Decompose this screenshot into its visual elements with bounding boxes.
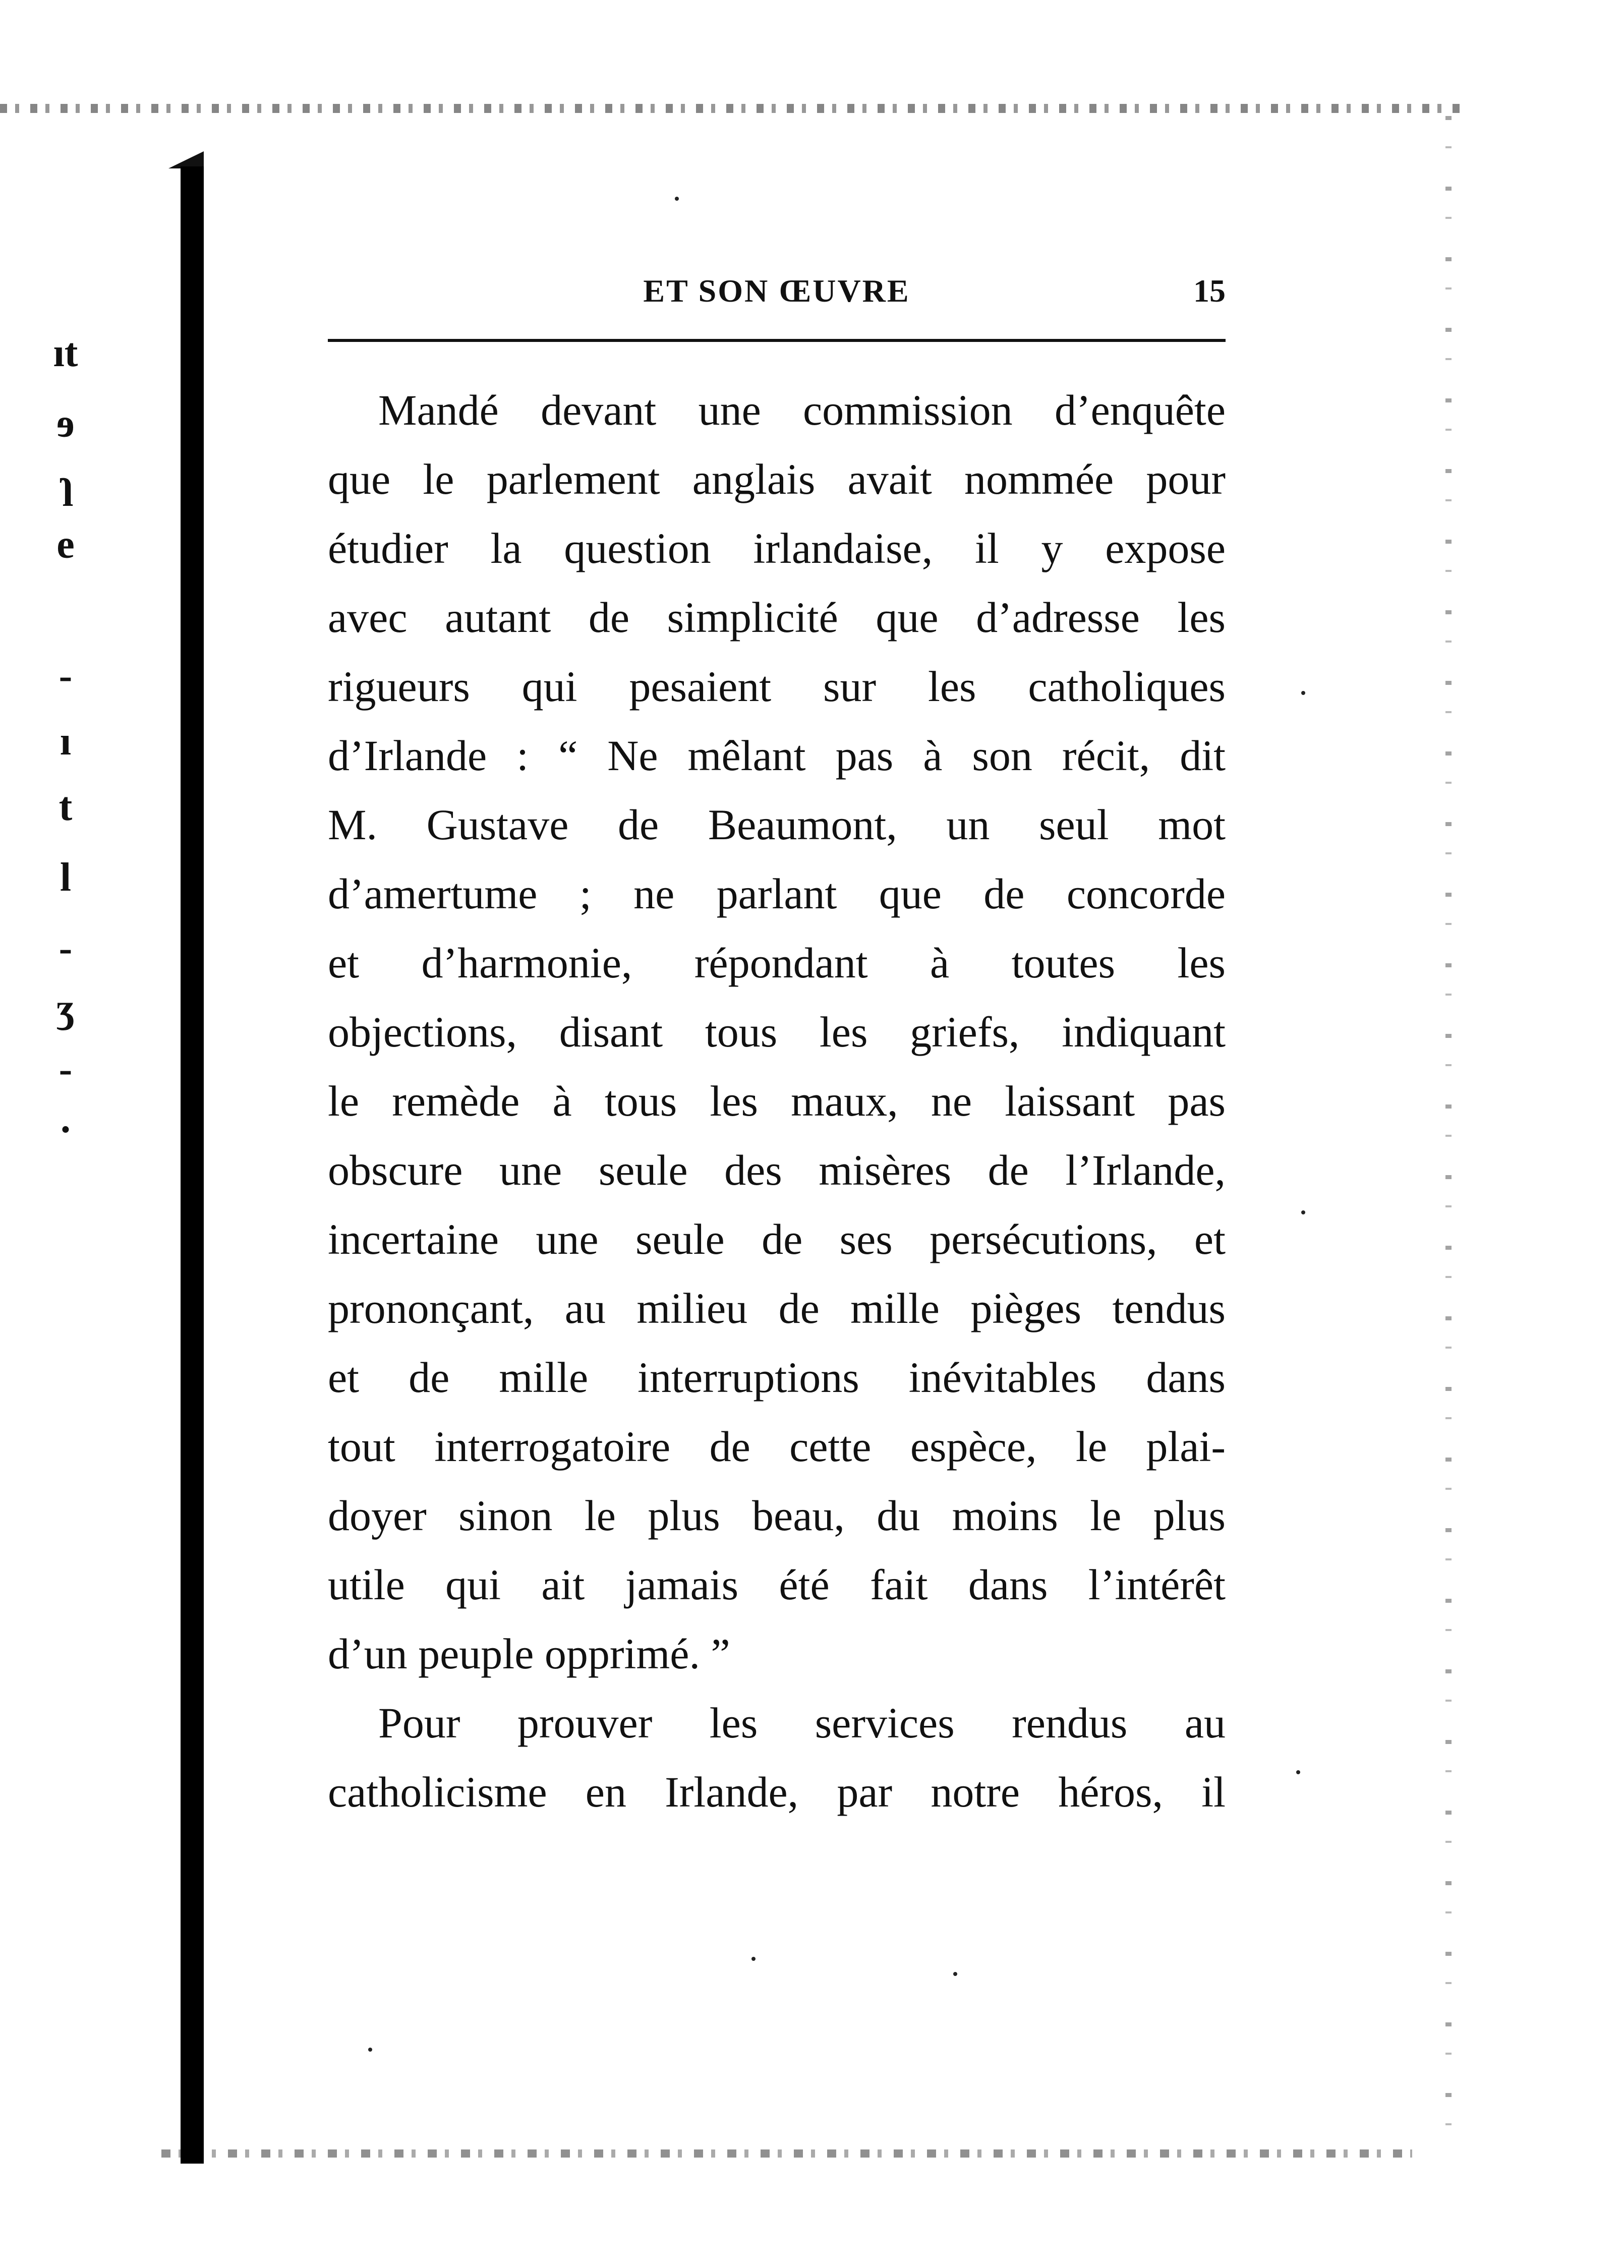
scan-speck [953,1972,957,1976]
text-line: objections, disant tous les griefs, indiquant [328,1008,1226,1056]
text-line: que le parlement anglais avait nommée pour [328,455,1226,503]
margin-glyph: ‐ [59,926,73,970]
scan-speck [675,197,679,201]
body-text [328,376,1226,1827]
margin-glyph: t [59,785,73,829]
margin-glyph: l [60,855,72,900]
scan-bottom-edge [161,2149,1412,2158]
scan-speck [1301,1210,1305,1214]
margin-glyph: e [56,522,75,567]
text-line: d’un peuple opprimé. ” [328,1630,730,1678]
margin-glyph: ʒ [56,986,75,1031]
text-line: incertaine une seule de ses persécutions, et [328,1215,1226,1263]
binding-cap [168,151,204,168]
text-line: d’Irlande : “ Ne mêlant pas à son récit, dit [328,731,1226,780]
text-line: obscure une seule des misères de l’Irlande, [328,1146,1226,1194]
text-line: et d’harmonie, répondant à toutes les [328,939,1226,987]
margin-glyph: ɘ [56,401,75,446]
scan-speck [368,2048,372,2052]
page-header [328,262,1226,323]
margin-glyph: ıt [53,331,78,375]
scan-speck [1296,1770,1300,1774]
text-line: Mandé devant une commission d’enquête [378,386,1226,434]
text-line: et de mille interruptions inévitables dans [328,1353,1226,1402]
text-line: rigueurs qui pesaient sur les catholiques [328,662,1226,711]
margin-glyph: · [59,1108,73,1152]
text-line: le remède à tous les maux, ne laissant pas [328,1077,1226,1125]
scan-speck [1301,691,1305,695]
text-line: catholicisme en Irlande, par notre héros, il [328,1768,1226,1816]
scan-speck [751,1957,756,1961]
text-line: étudier la question irlandaise, il y expose [328,524,1226,572]
text-line: Pour prouver les services rendus au [378,1699,1226,1747]
text-line: d’amertume ; ne parlant que de concorde [328,869,1226,918]
text-line: doyer sinon le plus beau, du moins le plus [328,1491,1226,1540]
margin-glyph: ı [60,719,72,764]
text-line: utile qui ait jamais été fait dans l’intérêt [328,1560,1226,1609]
text-line: tout interrogatoire de cette espèce, le plai- [328,1422,1226,1471]
margin-glyph: ‐ [59,654,73,698]
binding-bar [181,166,204,2164]
scan-right-edge [1445,116,1452,2148]
margin-glyph: ‐ [59,1047,73,1091]
text-line: avec autant de simplicité que d’adresse les [328,593,1226,642]
scan-top-edge [0,104,1463,113]
margin-residue [0,323,101,1331]
header-rule [328,339,1226,342]
text-line: M. Gustave de Beaumont, un seul mot [328,800,1226,849]
text-line: prononçant, au milieu de mille pièges tendus [328,1284,1226,1332]
running-title: ET SON ŒUVRE [643,273,910,309]
page-number: 15 [1193,273,1226,309]
margin-glyph: ɿ [57,462,74,506]
